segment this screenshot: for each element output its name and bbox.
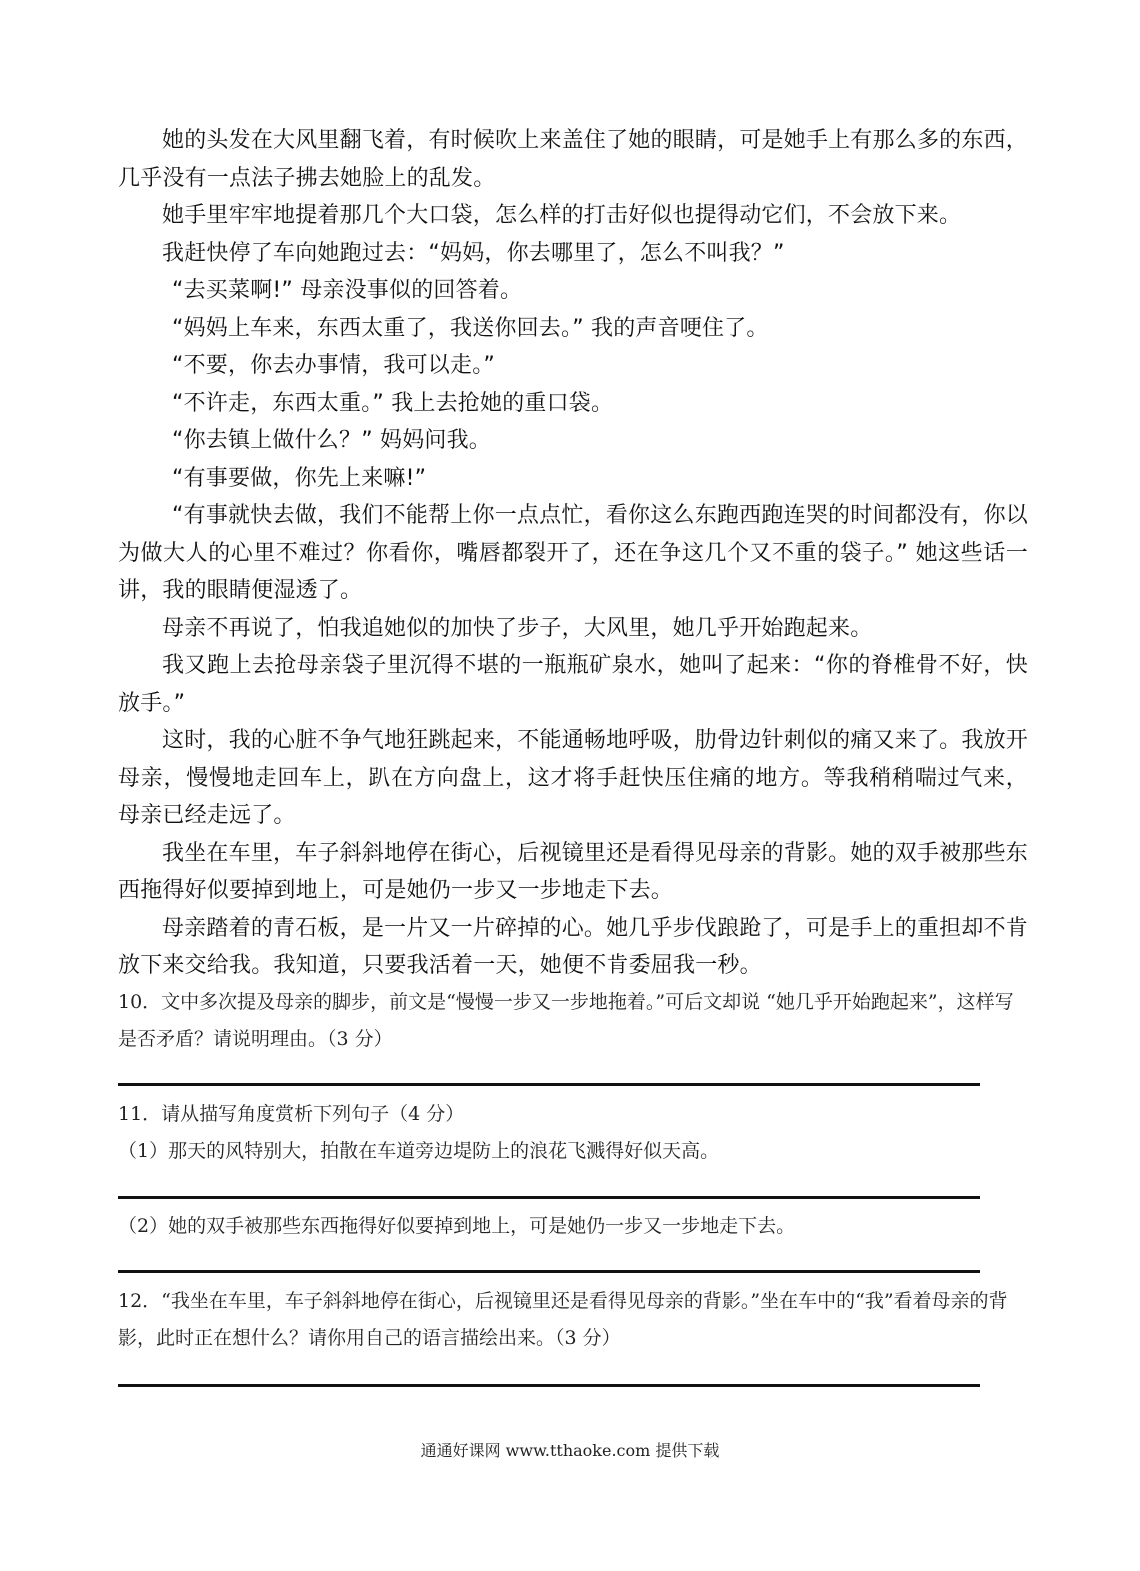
passage-paragraph: “有事就快去做，我们不能帮上你一点点忙，看你这么东跑西跑连哭的时间都没有，你以为做大人的心里不难过？你看你，嘴唇都裂开了，还在争这几个又不重的袋子。” 她这些话一讲，我的眼睛便湿透了。 (118, 503, 1028, 603)
page-footer: 通通好课网 www.tthaoke.com 提供下载 (420, 1441, 720, 1460)
reading-passage (118, 122, 1028, 985)
question-11-title: 11．请从描写角度赏析下列句子（4 分） (118, 1103, 465, 1125)
passage-paragraph: “去买菜啊!” 母亲没事似的回答着。 (172, 278, 523, 303)
passage-paragraph: 我赶快停了车向她跑过去：“妈妈，你去哪里了，怎么不叫我？” (162, 240, 785, 266)
answer-line-q11-2 (118, 1270, 980, 1273)
passage-paragraph: 这时，我的心脏不争气地狂跳起来，不能通畅地呼吸，肋骨边针刺似的痛又来了。我放开母亲，慢慢地走回车上，趴在方向盘上，这才将手赶快压住痛的地方。等我稍稍喘过气来，母亲已经走远了。 (118, 728, 1028, 828)
question-12: 12．“我坐在车里，车子斜斜地停在街心，后视镜里还是看得见母亲的背影。”坐在车中的“我”看着母亲的背影，此时正在想什么？请你用自己的语言描绘出来。（3 分） (118, 1290, 1008, 1349)
question-10: 10．文中多次提及母亲的脚步，前文是“慢慢一步又一步地拖着。”可后文却说 “她几乎开始跑起来”，这样写是否矛盾？请说明理由。（3 分） (118, 991, 1014, 1050)
passage-paragraph: 她手里牢牢地提着那几个大口袋，怎么样的打击好似也提得动它们，不会放下来。 (162, 203, 962, 228)
passage-paragraph: 我坐在车里，车子斜斜地停在街心，后视镜里还是看得见母亲的背影。她的双手被那些东西拖得好似要掉到地上，可是她仍一步又一步地走下去。 (118, 840, 1028, 903)
passage-paragraph: 母亲踏着的青石板，是一片又一片碎掉的心。她几乎步伐踉跄了，可是手上的重担却不肯放下来交给我。我知道，只要我活着一天，她便不肯委屈我一秒。 (118, 915, 1028, 978)
answer-line-q12 (118, 1384, 980, 1387)
question-11-part-2: （2）她的双手被那些东西拖得好似要掉到地上，可是她仍一步又一步地走下去。 (118, 1215, 796, 1237)
answer-line-q10 (118, 1083, 980, 1086)
passage-paragraph: 母亲不再说了，怕我追她似的加快了步子，大风里，她几乎开始跑起来。 (162, 615, 873, 641)
passage-paragraph: 她的头发在大风里翻飞着，有时候吹上来盖住了她的眼睛，可是她手上有那么多的东西，几乎没有一点法子拂去她脸上的乱发。 (118, 128, 1028, 191)
answer-line-q11-1 (118, 1196, 980, 1199)
passage-paragraph: “不许走，东西太重。” 我上去抢她的重口袋。 (172, 390, 614, 416)
passage-paragraph: “有事要做，你先上来嘛!” (172, 465, 427, 491)
passage-paragraph: “你去镇上做什么？” 妈妈问我。 (172, 428, 491, 453)
passage-paragraph: “妈妈上车来，东西太重了，我送你回去。” 我的声音哽住了。 (172, 315, 769, 341)
passage-paragraph: “不要，你去办事情，我可以走。” (172, 353, 495, 378)
question-11-part-1: （1）那天的风特别大，拍散在车道旁边堤防上的浪花飞溅得好似天高。 (118, 1140, 720, 1162)
passage-paragraph: 我又跑上去抢母亲袋子里沉得不堪的一瓶瓶矿泉水，她叫了起来：“你的脊椎骨不好，快放手。” (118, 653, 1028, 716)
